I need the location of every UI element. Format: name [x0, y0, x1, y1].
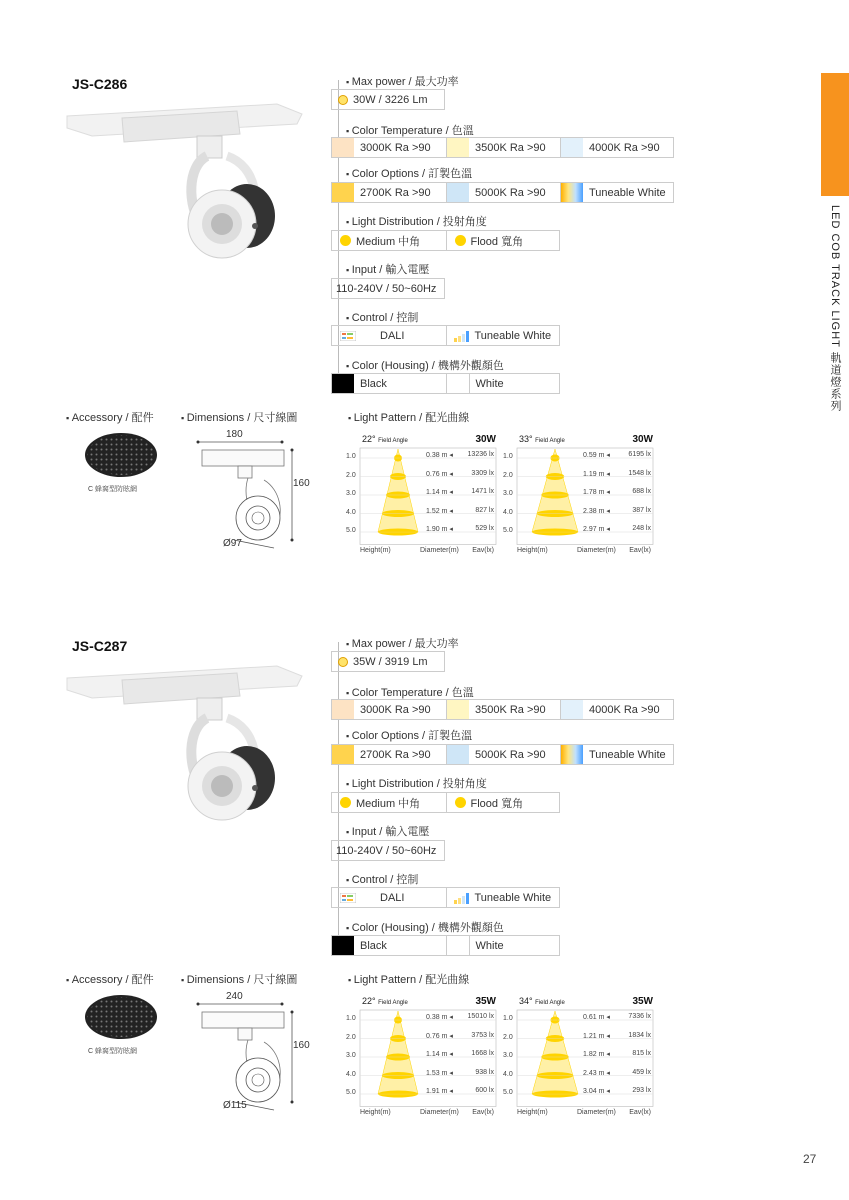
- cct-5000k-cell: [447, 183, 561, 202]
- chart-wattage: 30W: [475, 434, 496, 445]
- beam-diameter: 1.82 m ◂: [583, 1051, 610, 1058]
- cct-2700k-cell: [332, 745, 447, 764]
- control-label: ▪ Control / 控制: [346, 871, 418, 887]
- illuminance-value: 6195 lx: [628, 451, 651, 458]
- light-distribution-label: ▪ Light Distribution / 投射角度: [346, 775, 487, 791]
- dimension-drawing: [186, 992, 316, 1117]
- black-housing-cell: [332, 374, 447, 393]
- tuneable-bars-icon: [453, 892, 471, 904]
- white-housing-cell: [447, 374, 560, 393]
- illuminance-value: 1834 lx: [628, 1031, 651, 1039]
- cct-2700k-swatch: [332, 183, 354, 202]
- flood-angle-text: Flood 寬角: [470, 235, 524, 248]
- light-bulb-icon: [338, 657, 348, 667]
- height-tick: 1.0: [346, 1015, 356, 1022]
- height-axis-label: Height(m): [517, 1108, 548, 1116]
- dimension-height: 160: [293, 1040, 310, 1051]
- field-angle-label: Field Angle: [535, 1000, 565, 1006]
- cct-4000k-text: 4000K Ra >90: [589, 141, 660, 154]
- dali-text: DALI: [380, 891, 405, 904]
- height-tick: 5.0: [503, 1089, 513, 1096]
- beam-dot-icon: [455, 797, 466, 808]
- field-angle-label: Field Angle: [378, 1000, 408, 1006]
- medium-angle-cell: [332, 231, 447, 250]
- illuminance-value: 13236 lx: [467, 451, 494, 458]
- cct-4000k-text: 4000K Ra >90: [589, 703, 660, 716]
- beam-diameter: 1.90 m ◂: [426, 526, 453, 533]
- cct-3500k-swatch: [447, 138, 469, 157]
- flood-angle-cell: [447, 793, 560, 812]
- white-swatch: [447, 374, 470, 393]
- illuminance-value: 459 lx: [632, 1068, 651, 1076]
- height-axis-label: Height(m): [517, 546, 548, 554]
- cct-3500k-swatch: [447, 700, 469, 719]
- color-options-label: ▪ Color Options / 訂製色溫: [346, 727, 472, 743]
- height-tick: 1.0: [503, 453, 513, 460]
- cct-3500k-text: 3500K Ra >90: [475, 703, 546, 716]
- beam-diameter: 0.61 m ◂: [583, 1014, 610, 1021]
- medium-angle-text: Medium 中角: [356, 797, 421, 810]
- beam-cone: [378, 1011, 418, 1094]
- height-tick: 2.0: [346, 471, 356, 479]
- cct-3000k-text: 3000K Ra >90: [360, 141, 431, 154]
- cct-3000k-cell: [332, 700, 447, 719]
- white-swatch: [447, 936, 470, 955]
- height-tick: 2.0: [503, 1033, 513, 1041]
- illuminance-value: 293 lx: [632, 1087, 651, 1094]
- height-tick: 5.0: [503, 527, 513, 534]
- dimension-height: 160: [293, 478, 310, 489]
- max-power-value: 30W / 3226 Lm: [353, 93, 428, 106]
- color-temperature-label: ▪ Color Temperature / 色溫: [346, 122, 474, 138]
- illuminance-value: 688 lx: [632, 488, 651, 495]
- cct-3000k-text: 3000K Ra >90: [360, 703, 431, 716]
- light-bulb-icon: [338, 95, 348, 105]
- input-row: [331, 278, 445, 299]
- illuminance-value: 815 lx: [632, 1050, 651, 1057]
- height-tick: 2.0: [346, 1033, 356, 1041]
- beam-diameter: 2.38 m ◂: [583, 507, 610, 515]
- housing-color-label: ▪ Color (Housing) / 機構外觀顏色: [346, 357, 504, 373]
- height-tick: 1.0: [503, 1015, 513, 1022]
- white-housing-text: White: [475, 377, 504, 390]
- diameter-axis-label: Diameter(m): [577, 546, 616, 554]
- height-tick: 5.0: [346, 1089, 356, 1096]
- medium-angle-text: Medium 中角: [356, 235, 421, 248]
- tuneable-white-cell: [561, 745, 673, 764]
- field-angle-title: 22° Field Angle: [362, 996, 408, 1006]
- field-angle-title: 34° Field Angle: [519, 996, 565, 1006]
- tuneable-control-cell: [447, 326, 560, 345]
- eav-axis-label: Eav(lx): [472, 1108, 494, 1116]
- accessory-name: C 蜂窩型防眩網: [88, 1048, 137, 1055]
- beam-diameter: 0.38 m ◂: [426, 1014, 453, 1021]
- medium-angle-cell: [332, 793, 447, 812]
- beam-diameter: 1.91 m ◂: [426, 1088, 453, 1095]
- field-angle-title: 33° Field Angle: [519, 434, 565, 444]
- input-label: ▪ Input / 輸入電壓: [346, 261, 429, 277]
- max-power-cell: [332, 90, 444, 109]
- input-cell: [332, 279, 444, 298]
- tuneable-control-text: Tuneable White: [474, 329, 552, 342]
- dimensions-label: ▪ Dimensions / 尺寸線圖: [181, 409, 297, 425]
- light-pattern-chart: [503, 996, 655, 1116]
- height-tick: 3.0: [503, 1052, 513, 1059]
- beam-diameter: 1.53 m ◂: [426, 1069, 453, 1077]
- tuneable-white-swatch: [561, 183, 583, 202]
- input-cell: [332, 841, 444, 860]
- beam-diameter: 0.76 m ◂: [426, 470, 453, 478]
- white-housing-cell: [447, 936, 560, 955]
- light-pattern-chart: [346, 434, 498, 554]
- beam-diameter: 2.97 m ◂: [583, 526, 610, 533]
- illuminance-value: 1471 lx: [471, 488, 494, 495]
- sidebar-title: LED COB TRACK LIGHT 軌道燈系列: [829, 205, 841, 412]
- product-block: [0, 0, 849, 554]
- tuneable-white-text: Tuneable White: [589, 748, 666, 761]
- illuminance-value: 248 lx: [632, 525, 651, 532]
- beam-diameter: 1.14 m ◂: [426, 1051, 453, 1058]
- beam-cone: [378, 449, 418, 532]
- height-tick: 2.0: [503, 471, 513, 479]
- cct-5000k-text: 5000K Ra >90: [475, 748, 546, 761]
- flood-angle-cell: [447, 231, 560, 250]
- honeycomb-louver-image: [84, 994, 158, 1040]
- height-tick: 5.0: [346, 527, 356, 534]
- page-number: 27: [803, 1152, 817, 1166]
- beam-dot-icon: [340, 235, 351, 246]
- light-distribution-label: ▪ Light Distribution / 投射角度: [346, 213, 487, 229]
- honeycomb-louver-image: [84, 432, 158, 478]
- illuminance-value: 7336 lx: [628, 1013, 651, 1020]
- light-pattern-chart: [346, 996, 498, 1116]
- accessory-label: ▪ Accessory / 配件: [66, 971, 154, 987]
- color-temperature-row: [331, 137, 674, 158]
- eav-axis-label: Eav(lx): [472, 546, 494, 554]
- max-power-label: ▪ Max power / 最大功率: [346, 73, 459, 89]
- beam-diameter: 0.59 m ◂: [583, 452, 610, 459]
- diameter-axis-label: Diameter(m): [577, 1108, 616, 1116]
- illuminance-value: 15010 lx: [467, 1013, 494, 1020]
- control-label: ▪ Control / 控制: [346, 309, 418, 325]
- diameter-axis-label: Diameter(m): [420, 546, 459, 554]
- beam-dot-icon: [455, 235, 466, 246]
- illuminance-value: 1668 lx: [471, 1050, 494, 1057]
- beam-diameter: 1.19 m ◂: [583, 470, 610, 478]
- height-tick: 4.0: [503, 508, 513, 516]
- max-power-row: [331, 89, 445, 110]
- tuneable-white-cell: [561, 183, 673, 202]
- input-value: 110-240V / 50~60Hz: [336, 844, 437, 857]
- height-tick: 1.0: [346, 453, 356, 460]
- max-power-cell: [332, 652, 444, 671]
- beam-diameter: 3.04 m ◂: [583, 1088, 610, 1095]
- field-angle-title: 22° Field Angle: [362, 434, 408, 444]
- flood-angle-text: Flood 寬角: [470, 797, 524, 810]
- cct-2700k-cell: [332, 183, 447, 202]
- illuminance-value: 387 lx: [632, 506, 651, 514]
- housing-color-row: [331, 935, 560, 956]
- eav-axis-label: Eav(lx): [629, 546, 651, 554]
- dali-cell: [332, 888, 447, 907]
- light-distribution-row: [331, 230, 560, 251]
- cct-5000k-cell: [447, 745, 561, 764]
- max-power-value: 35W / 3919 Lm: [353, 655, 428, 668]
- beam-cone: [532, 449, 578, 532]
- beam-diameter: 0.38 m ◂: [426, 452, 453, 459]
- cct-3500k-cell: [447, 138, 561, 157]
- tuneable-white-text: Tuneable White: [589, 186, 666, 199]
- track-light-image: [62, 96, 307, 266]
- input-label: ▪ Input / 輸入電壓: [346, 823, 429, 839]
- height-tick: 4.0: [346, 508, 356, 516]
- height-tick: 3.0: [346, 1052, 356, 1059]
- illuminance-value: 1548 lx: [628, 469, 651, 477]
- color-options-label: ▪ Color Options / 訂製色溫: [346, 165, 472, 181]
- cct-4000k-swatch: [561, 138, 583, 157]
- dimension-width: 240: [226, 991, 243, 1002]
- cct-3000k-swatch: [332, 138, 354, 157]
- accessory-label: ▪ Accessory / 配件: [66, 409, 154, 425]
- dimensions-label: ▪ Dimensions / 尺寸線圖: [181, 971, 297, 987]
- field-angle-label: Field Angle: [535, 438, 565, 444]
- black-swatch: [332, 936, 354, 955]
- illuminance-value: 938 lx: [475, 1068, 494, 1076]
- dimension-diameter: Ø115: [223, 1100, 247, 1111]
- housing-color-label: ▪ Color (Housing) / 機構外觀顏色: [346, 919, 504, 935]
- dali-cell: [332, 326, 447, 345]
- height-tick: 3.0: [346, 490, 356, 497]
- chart-wattage: 35W: [475, 996, 496, 1007]
- cct-3500k-text: 3500K Ra >90: [475, 141, 546, 154]
- beam-diameter: 1.78 m ◂: [583, 489, 610, 496]
- beam-diameter: 0.76 m ◂: [426, 1032, 453, 1040]
- dimension-diameter: Ø97: [223, 538, 242, 549]
- eav-axis-label: Eav(lx): [629, 1108, 651, 1116]
- dimension-width: 180: [226, 429, 243, 440]
- dali-text: DALI: [380, 329, 405, 342]
- cct-3000k-swatch: [332, 700, 354, 719]
- dali-icon: [340, 331, 356, 341]
- cct-5000k-swatch: [447, 745, 469, 764]
- cct-4000k-swatch: [561, 700, 583, 719]
- beam-diameter: 2.43 m ◂: [583, 1069, 610, 1077]
- cct-5000k-swatch: [447, 183, 469, 202]
- field-angle-label: Field Angle: [378, 438, 408, 444]
- diameter-axis-label: Diameter(m): [420, 1108, 459, 1116]
- tuneable-white-swatch: [561, 745, 583, 764]
- black-swatch: [332, 374, 354, 393]
- height-tick: 4.0: [346, 1070, 356, 1078]
- dimension-drawing: [186, 430, 316, 555]
- illuminance-value: 827 lx: [475, 506, 494, 514]
- color-options-row: [331, 744, 674, 765]
- illuminance-value: 529 lx: [475, 525, 494, 532]
- control-row: [331, 325, 560, 346]
- beam-cone: [532, 1011, 578, 1094]
- dali-icon: [340, 893, 356, 903]
- control-row: [331, 887, 560, 908]
- model-name: JS-C286: [72, 76, 128, 92]
- black-housing-text: Black: [360, 377, 387, 390]
- cct-2700k-text: 2700K Ra >90: [360, 186, 431, 199]
- color-options-row: [331, 182, 674, 203]
- tuneable-bars-icon: [453, 330, 471, 342]
- illuminance-value: 3753 lx: [471, 1031, 494, 1039]
- height-tick: 3.0: [503, 490, 513, 497]
- height-tick: 4.0: [503, 1070, 513, 1078]
- chart-wattage: 30W: [632, 434, 653, 445]
- black-housing-cell: [332, 936, 447, 955]
- cct-4000k-cell: [561, 138, 673, 157]
- housing-color-row: [331, 373, 560, 394]
- beam-dot-icon: [340, 797, 351, 808]
- max-power-label: ▪ Max power / 最大功率: [346, 635, 459, 651]
- illuminance-value: 3309 lx: [471, 469, 494, 477]
- tuneable-control-text: Tuneable White: [474, 891, 552, 904]
- illuminance-value: 600 lx: [475, 1087, 494, 1094]
- cct-3500k-cell: [447, 700, 561, 719]
- accessory-name: C 蜂窩型防眩網: [88, 486, 137, 493]
- cct-4000k-cell: [561, 700, 673, 719]
- white-housing-text: White: [475, 939, 504, 952]
- beam-diameter: 1.14 m ◂: [426, 489, 453, 496]
- model-name: JS-C287: [72, 638, 128, 654]
- cct-3000k-cell: [332, 138, 447, 157]
- light-pattern-chart: [503, 434, 655, 554]
- beam-diameter: 1.21 m ◂: [583, 1032, 610, 1040]
- height-axis-label: Height(m): [360, 1108, 391, 1116]
- light-distribution-row: [331, 792, 560, 813]
- chart-wattage: 35W: [632, 996, 653, 1007]
- color-temperature-label: ▪ Color Temperature / 色溫: [346, 684, 474, 700]
- cct-2700k-text: 2700K Ra >90: [360, 748, 431, 761]
- light-pattern-label: ▪ Light Pattern / 配光曲線: [348, 971, 469, 987]
- tuneable-control-cell: [447, 888, 560, 907]
- cct-5000k-text: 5000K Ra >90: [475, 186, 546, 199]
- black-housing-text: Black: [360, 939, 387, 952]
- beam-diameter: 1.52 m ◂: [426, 507, 453, 515]
- cct-2700k-swatch: [332, 745, 354, 764]
- height-axis-label: Height(m): [360, 546, 391, 554]
- light-pattern-label: ▪ Light Pattern / 配光曲線: [348, 409, 469, 425]
- max-power-row: [331, 651, 445, 672]
- product-block: [0, 562, 849, 1116]
- input-value: 110-240V / 50~60Hz: [336, 282, 437, 295]
- input-row: [331, 840, 445, 861]
- color-temperature-row: [331, 699, 674, 720]
- track-light-image: [62, 658, 307, 828]
